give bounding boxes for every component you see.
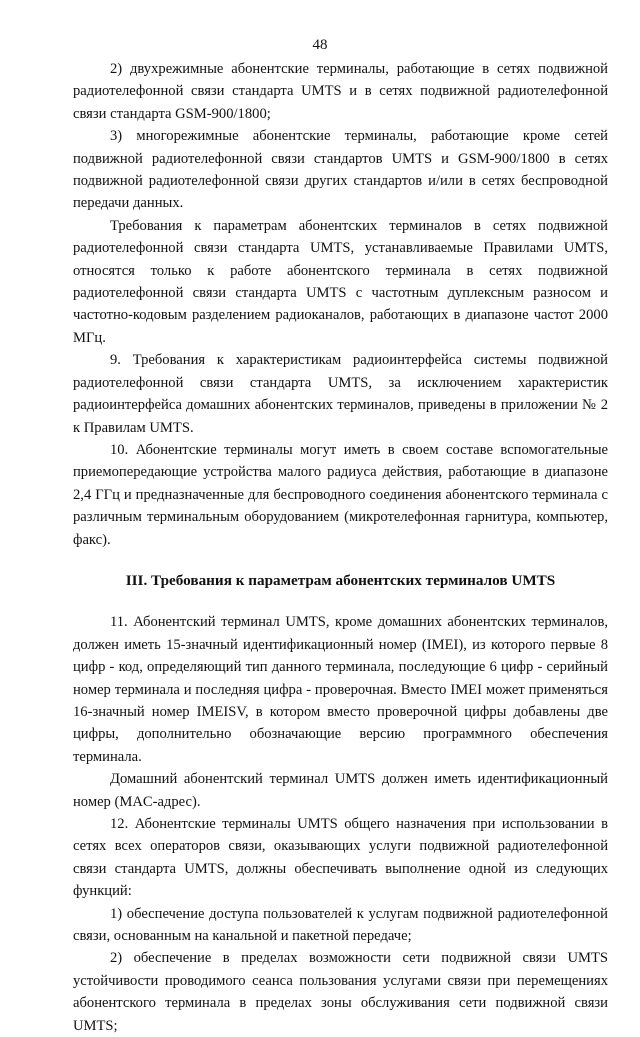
section-heading: III. Требования к параметрам абонентских терминалов UMTS bbox=[125, 571, 556, 589]
list-item-multi-mode: 3) многорежимные абонентские терминалы, работающие кроме сетей подвижной радиотелефонной связи стандартов UMTS и GSM-900/1800 в сетях подвижной радиотелефонной связи других стандартов и/или в сетях беспроводной передачи данных. bbox=[73, 128, 608, 212]
paragraph-11: 11. Абонентский терминал UMTS, кроме домашних абонентских терминалов, должен иметь 15-значный идентификационный номер (IMEI), из которого первые 8 цифр - код, определяющий тип данного терминала, последующие 6 цифр - серийный номер терминала и последняя цифра - проверочная. Вместо IMEI может применяться 16-значный номер IMEISV, в котором вместо проверочной цифры добавлены две цифры, дополнительно обозначающие версию программного обеспечения терминала. bbox=[73, 614, 608, 765]
list-item-dual-mode: 2) двухрежимные абонентские терминалы, работающие в сетях подвижной радиотелефонной связи стандарта UMTS и в сетях подвижной радиотелефонной связи стандарта GSM-900/1800; bbox=[73, 61, 608, 122]
page-number: 48 bbox=[312, 37, 328, 53]
document-body bbox=[73, 58, 608, 1037]
paragraph-umts-requirements: Требования к параметрам абонентских терминалов в сетях подвижной радиотелефонной связи стандарта UMTS, устанавливаемые Правилами UMTS, относятся только к работе абонентского терминала в сетях подвижной радиотелефонной связи стандарта UMTS с частотным дуплексным разносом и частотно-кодовым разделением радиоканалов, работающих в диапазоне частот 2000 МГц. bbox=[73, 217, 608, 346]
list-item-function-1: 1) обеспечение доступа пользователей к услугам подвижной радиотелефонной связи, основанным на канальной и пакетной передаче; bbox=[73, 905, 608, 945]
paragraph-12: 12. Абонентские терминалы UMTS общего назначения при использовании в сетях всех операторов связи, оказывающих услуги подвижной радиотелефонной связи стандарта UMTS, должны обеспечивать выполнение одной из следующих функций: bbox=[73, 816, 608, 900]
paragraph-9: 9. Требования к характеристикам радиоинтерфейса системы подвижной радиотелефонной связи стандарта UMTS, за исключением характеристик радиоинтерфейса домашних абонентских терминалов, приведены в приложении № 2 к Правилам UMTS. bbox=[73, 352, 608, 436]
paragraph-home-terminal: Домашний абонентский терминал UMTS должен иметь идентификационный номер (MAC-адрес). bbox=[73, 771, 608, 810]
list-item-function-2: 2) обеспечение в пределах возможности сети подвижной связи UMTS устойчивости проводимого сеанса пользования услугами связи при перемещениях абонентского терминала в пределах зоны обслуживания сети подвижной связи UMTS; bbox=[73, 950, 608, 1034]
paragraph-10: 10. Абонентские терминалы могут иметь в своем составе вспомогательные приемопередающие устройства малого радиуса действия, работающие в диапазоне 2,4 ГГц и предназначенные для беспроводного соединения абонентского терминала с различным терминальным оборудованием (микротелефонная гарнитура, компьютер, факс). bbox=[73, 441, 608, 548]
